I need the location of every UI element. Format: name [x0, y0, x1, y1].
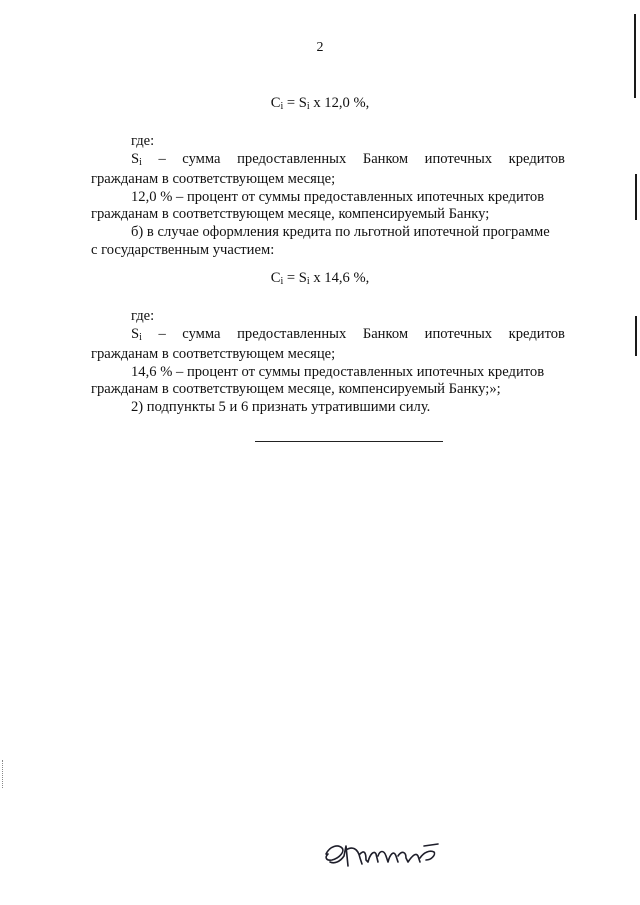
percent-definition-cont-2: гражданам в соответствующем месяце, компенсируемый Банку;»; — [91, 381, 501, 398]
where-label: где: — [131, 133, 155, 149]
where-label-2: где: — [131, 308, 155, 324]
si-definition-line-2 — [91, 326, 565, 347]
si-definition-cont-2: гражданам в соответствующем месяце; — [91, 346, 336, 363]
formula-s: S — [298, 95, 307, 111]
definitions-block-1 — [91, 133, 565, 259]
si-word-sum: сумма — [182, 150, 221, 167]
si-definition-line — [91, 151, 565, 172]
formula-eq: = — [283, 95, 299, 111]
si-word-provided: предоставленных — [237, 150, 347, 167]
formula2-eq: = — [283, 270, 299, 286]
si-symbol-2: $S_i$ — [131, 325, 142, 343]
si-definition-cont: гражданам в соответствующем месяце; — [91, 171, 336, 188]
formula-12-percent — [0, 95, 640, 112]
percent-definition-cont: гражданам в соответствующем месяце, компенсируемый Банку; — [91, 206, 490, 223]
formula-c: C — [270, 95, 281, 111]
page-number: 2 — [316, 40, 324, 55]
formula-s-sub: i — [306, 101, 310, 112]
percent-definition-2: 14,6 % – процент от суммы предоставленных ипотечных кредитов — [131, 363, 545, 380]
si2-word-bank: Банком — [362, 325, 409, 342]
margin-mark-lower — [635, 316, 637, 356]
item-b: б) в случае оформления кредита по льготной ипотечной программе — [131, 223, 550, 240]
margin-mark-middle — [635, 174, 637, 220]
formula2-s-sub: i — [306, 276, 310, 287]
si2-word-mortgage: ипотечных — [424, 325, 493, 342]
si-word-bank: Банком — [362, 150, 409, 167]
item-b-cont: с государственным участием: — [91, 241, 275, 258]
formula-rest: x 12,0 %, — [309, 95, 370, 111]
si2-word-credits: кредитов — [508, 325, 565, 342]
formula2-s: S — [298, 270, 307, 286]
margin-dots — [2, 760, 4, 788]
si2-word-provided: предоставленных — [237, 325, 347, 342]
definitions-block-2 — [91, 308, 565, 417]
si2-word-dash: – — [158, 325, 166, 342]
si2-word-sum: сумма — [182, 325, 221, 342]
formula2-c: C — [270, 270, 281, 286]
formula2-c-sub: i — [280, 276, 284, 287]
formula-c-sub: i — [280, 101, 284, 112]
formula-14-6-percent — [0, 270, 640, 287]
si-word-credits: кредитов — [508, 150, 565, 167]
si-word-mortgage: ипотечных — [424, 150, 493, 167]
margin-mark-top — [634, 14, 636, 98]
percent-definition: 12,0 % – процент от суммы предоставленных ипотечных кредитов — [131, 188, 545, 205]
si-symbol: $S_i$ — [131, 150, 142, 168]
formula2-rest: x 14,6 %, — [309, 270, 370, 286]
si-word-dash: – — [158, 150, 166, 167]
signature-icon — [320, 832, 460, 882]
item-2: 2) подпункты 5 и 6 признать утратившими силу. — [131, 398, 431, 415]
closing-rule — [255, 441, 443, 442]
